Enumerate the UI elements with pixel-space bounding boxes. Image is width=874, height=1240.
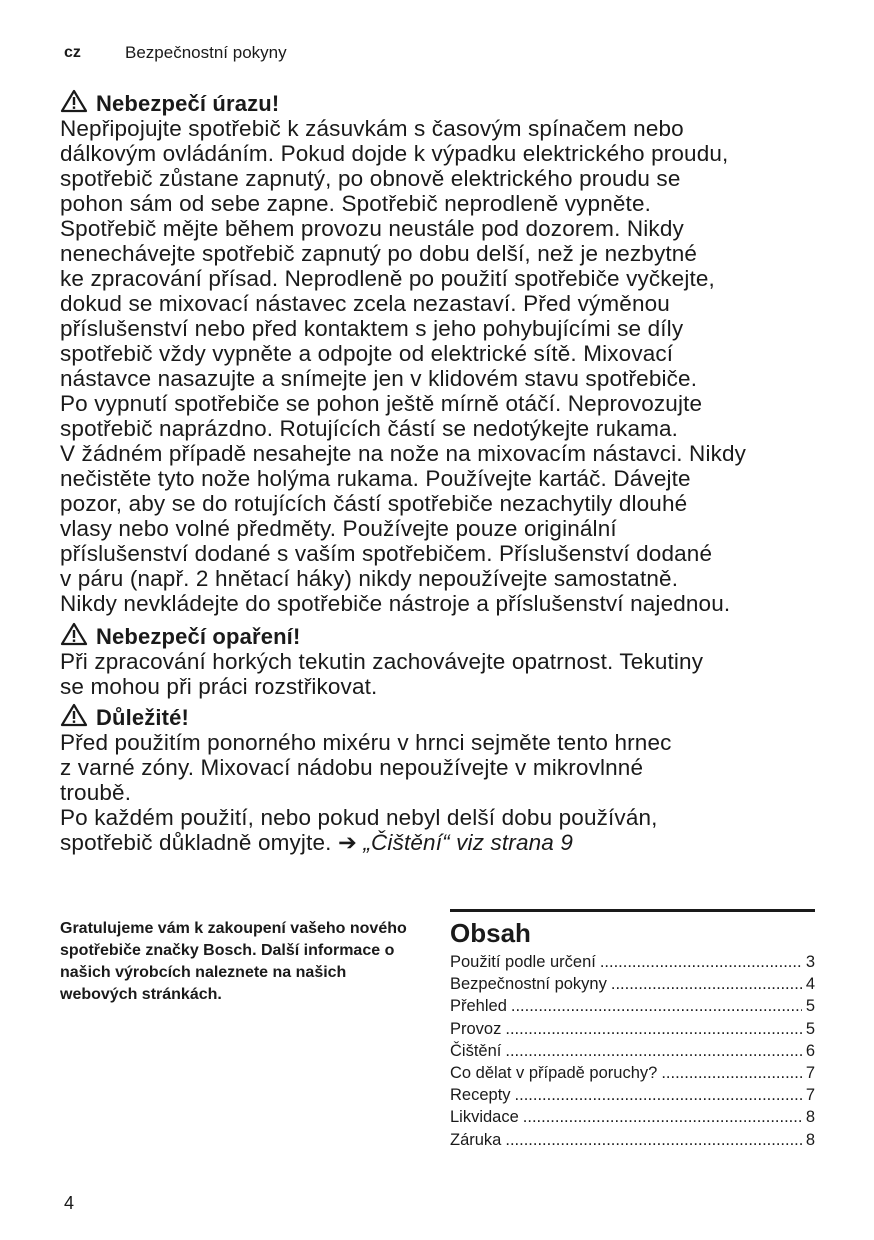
- body-line: v páru (např. 2 hnětací háky) nikdy nepoužívejte samostatně.: [60, 566, 679, 591]
- toc-entry-page: 5: [805, 997, 815, 1016]
- cross-reference-link[interactable]: „Čištění“ viz strana 9: [363, 830, 574, 855]
- warning-injury: [60, 91, 830, 616]
- toc-entry-page: 8: [805, 1108, 815, 1127]
- body-line: Po každém použití, nebo pokud nebyl delší dobu používán,: [60, 805, 658, 830]
- congratulations-note: Gratulujeme vám k zakoupení vašeho nového spotřebiče značky Bosch. Další informace o našich výrobcích naleznete na našich webových stránkách.: [60, 920, 407, 1003]
- page-number: 4: [64, 1193, 75, 1213]
- toc-leader-dots: [505, 1040, 801, 1062]
- body-line: příslušenství nebo před kontaktem s jeho pohybujícími se díly: [60, 316, 684, 341]
- body-line: ke zpracování přísad. Neprodleně po použití spotřebiče vyčkejte,: [60, 266, 715, 291]
- toc-entry[interactable]: [450, 1106, 815, 1128]
- toc-entry[interactable]: [450, 1018, 815, 1040]
- warning-triangle-icon: [60, 622, 88, 651]
- body-line: spotřebič zůstane zapnutý, po obnově elektrického proudu se: [60, 166, 681, 191]
- toc-title: Obsah: [450, 918, 531, 948]
- toc-entry-label: Recepty: [450, 1086, 511, 1105]
- body-line: troubě.: [60, 780, 132, 805]
- toc-entry[interactable]: [450, 1129, 815, 1151]
- body-line: pohon sám od sebe zapne. Spotřebič neprodleně vypněte.: [60, 191, 652, 216]
- toc-leader-dots: [661, 1062, 802, 1084]
- toc-entry-page: 5: [805, 1019, 815, 1038]
- warning-important: [60, 705, 830, 855]
- body-line: nenechávejte spotřebič zapnutý po dobu delší, než je nezbytné: [60, 241, 698, 266]
- toc-entry[interactable]: [450, 995, 815, 1017]
- body-line: Spotřebič mějte během provozu neustále pod dozorem. Nikdy: [60, 216, 684, 241]
- warning-heading: [60, 624, 830, 649]
- body-line: Nepřipojujte spotřebič k zásuvkám s časovým spínačem nebo: [60, 116, 684, 141]
- toc-entry-page: 7: [805, 1064, 815, 1083]
- body-line: příslušenství dodané s vaším spotřebičem. Příslušenství dodané: [60, 541, 713, 566]
- toc-entry[interactable]: [450, 973, 815, 995]
- warning-title: Nebezpečí úrazu!: [96, 91, 280, 116]
- toc-entry-page: 8: [805, 1130, 815, 1149]
- toc-entry-label: Použití podle určení: [450, 953, 596, 971]
- body-line: spotřebič naprázdno. Rotujících částí se nedotýkejte rukama.: [60, 416, 679, 441]
- language-code: cz: [64, 44, 81, 61]
- toc-leader-dots: [515, 1084, 802, 1106]
- warning-triangle-icon: [60, 89, 88, 118]
- body-line: Po vypnutí spotřebiče se pohon ještě mírně otáčí. Neprovozujte: [60, 391, 703, 416]
- warning-title: Důležité!: [96, 705, 190, 730]
- toc-leader-dots: [511, 995, 802, 1017]
- body-line: dokud se mixovací nástavec zcela nezastaví. Před výměnou: [60, 291, 670, 316]
- toc-leader-dots: [523, 1106, 802, 1128]
- toc-entry-label: Likvidace: [450, 1108, 519, 1127]
- toc-entry-page: 4: [805, 975, 815, 994]
- body-line: V žádném případě nesahejte na nože na mixovacím nástavci. Nikdy: [60, 441, 747, 466]
- body-line: nástavce nasazujte a snímejte jen v klidovém stavu spotřebiče.: [60, 366, 698, 391]
- body-line: pozor, aby se do rotujících částí spotřebiče nezachytily dlouhé: [60, 491, 688, 516]
- body-line: z varné zóny. Mixovací nádobu nepoužívejte v mikrovlnné: [60, 755, 644, 780]
- toc-entry[interactable]: [450, 1040, 815, 1062]
- table-of-contents: [450, 909, 815, 1151]
- toc-entry[interactable]: [450, 1062, 815, 1084]
- toc-entry-page: 3: [805, 953, 815, 971]
- toc-entry-label: Provoz: [450, 1019, 502, 1038]
- toc-entry[interactable]: [450, 951, 815, 973]
- warning-scalding: [60, 624, 830, 699]
- body-line-with-reference: [60, 830, 830, 855]
- body-line: Nikdy nevkládejte do spotřebiče nástroje a příslušenství najednou.: [60, 591, 731, 616]
- toc-leader-dots: [611, 973, 802, 995]
- toc-entry-label: Bezpečnostní pokyny: [450, 975, 607, 994]
- toc-entry-label: Co dělat v případě poruchy?: [450, 1064, 658, 1083]
- section-title: Bezpečnostní pokyny: [125, 43, 287, 62]
- toc-entry-page: 6: [805, 1041, 815, 1060]
- body-line: Před použitím ponorného mixéru v hrnci sejměte tento hrnec: [60, 730, 672, 755]
- toc-leader-dots: [505, 1129, 801, 1151]
- body-text: spotřebič důkladně omyjte.: [60, 830, 332, 855]
- body-line: dálkovým ovládáním. Pokud dojde k výpadku elektrického proudu,: [60, 141, 729, 166]
- body-line: spotřebič vždy vypněte a odpojte od elektrické sítě. Mixovací: [60, 341, 674, 366]
- toc-leader-dots: [505, 1018, 801, 1040]
- warning-heading: [60, 705, 830, 730]
- toc-leader-dots: [600, 951, 802, 973]
- arrow-right-icon: ➔: [337, 830, 357, 855]
- toc-entry-label: Čištění: [450, 1041, 502, 1060]
- warning-title: Nebezpečí opaření!: [96, 624, 301, 649]
- body-line: Při zpracování horkých tekutin zachovávejte opatrnost. Tekutiny: [60, 649, 704, 674]
- toc-entry-label: Přehled: [450, 997, 507, 1016]
- warning-triangle-icon: [60, 703, 88, 732]
- body-line: nečistěte tyto nože holýma rukama. Používejte kartáč. Dávejte: [60, 466, 691, 491]
- body-line: vlasy nebo volné předměty. Používejte pouze originální: [60, 516, 617, 541]
- warning-heading: [60, 91, 830, 116]
- body-line: se mohou při práci rozstřikovat.: [60, 674, 378, 699]
- toc-entry[interactable]: [450, 1084, 815, 1106]
- toc-entry-page: 7: [805, 1086, 815, 1105]
- toc-entry-label: Záruka: [450, 1130, 502, 1149]
